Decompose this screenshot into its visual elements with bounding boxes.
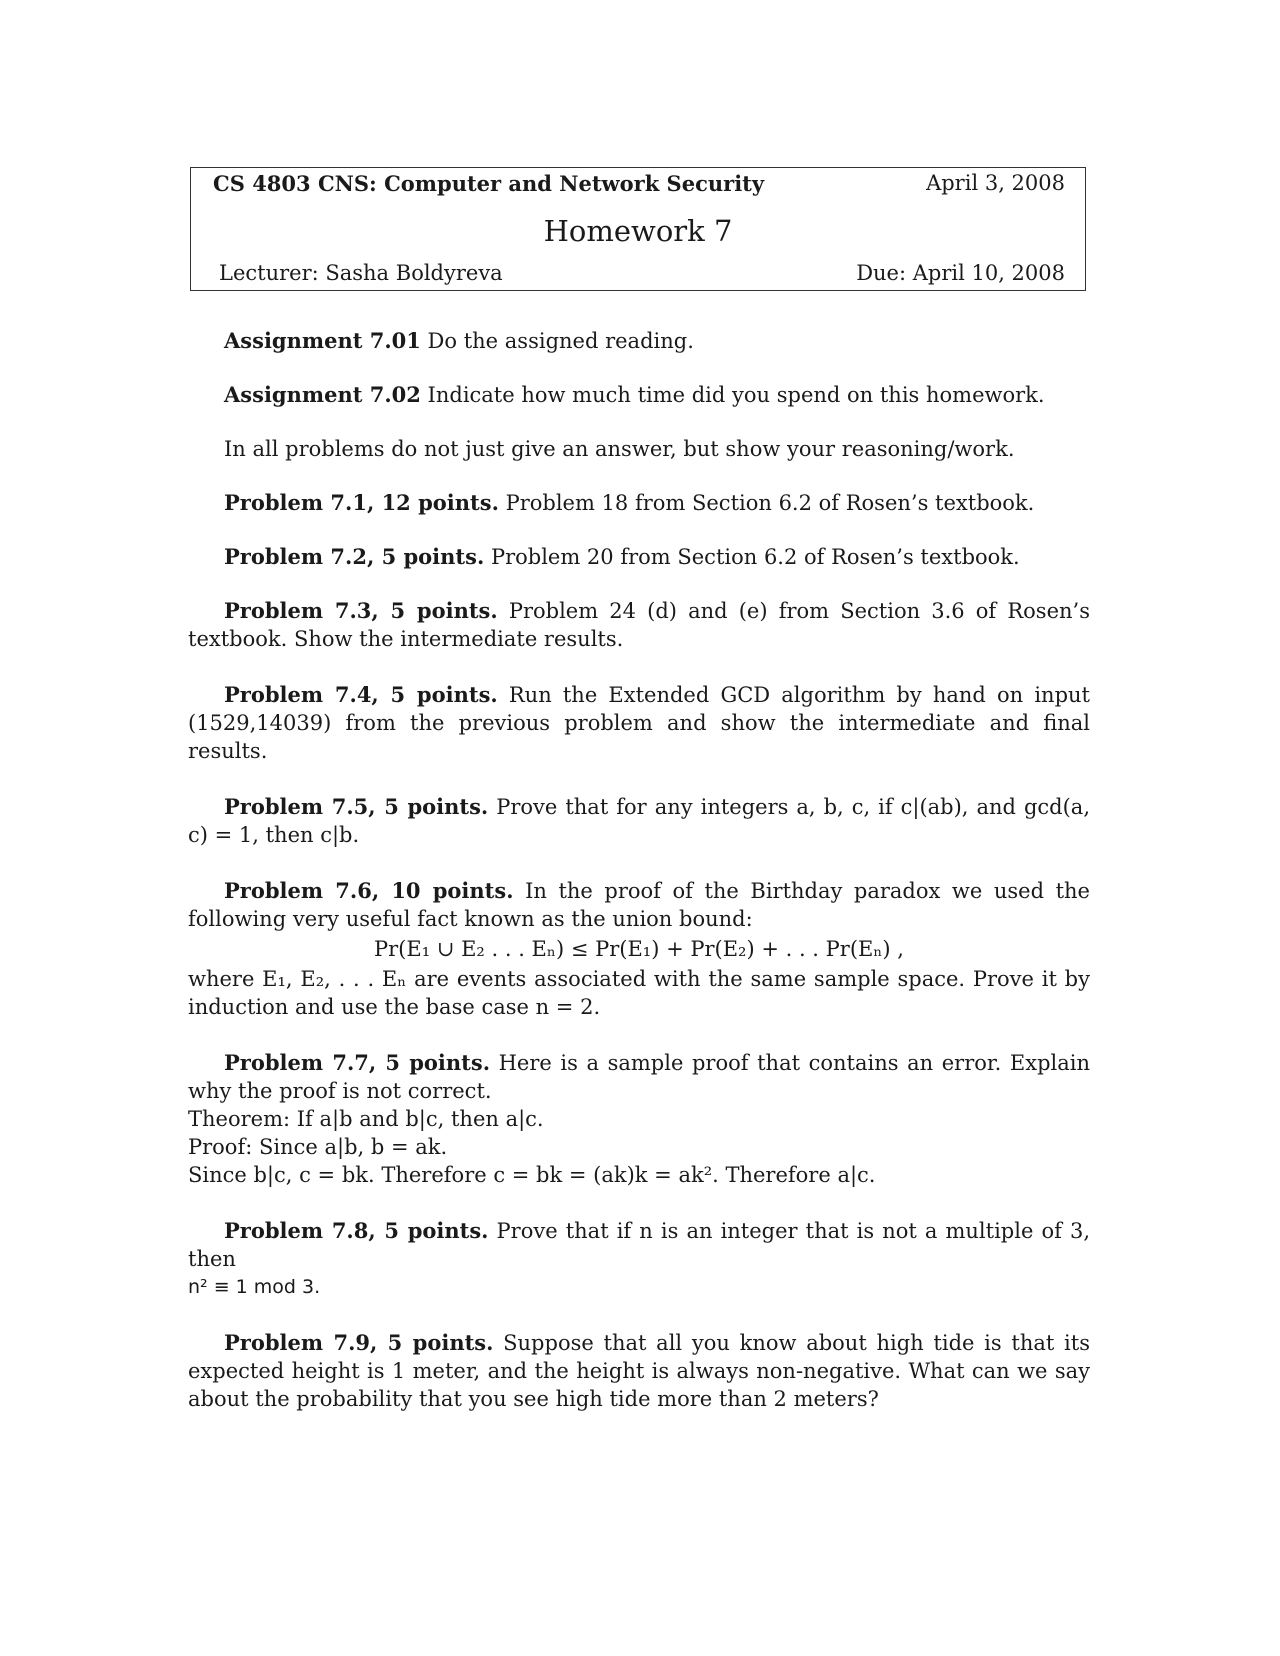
assignment-7-01 bbox=[188, 327, 1090, 355]
problem-7-7-intro bbox=[188, 1049, 1090, 1105]
problem-text: Problem 18 from Section 6.2 of Rosen’s textbook. bbox=[498, 491, 1035, 515]
assignment-label: Assignment 7.01 bbox=[224, 328, 421, 353]
problem-label: Problem 7.5, 5 points. bbox=[224, 794, 489, 819]
issue-date: April 3, 2008 bbox=[926, 171, 1065, 195]
problem-label: Problem 7.2, 5 points. bbox=[224, 544, 485, 569]
problem-7-2 bbox=[188, 543, 1090, 571]
union-bound-formula: Pr(E₁ ∪ E₂ . . . Eₙ) ≤ Pr(E₁) + Pr(E₂) + . . . Pr(Eₙ) , bbox=[374, 937, 904, 961]
problem-label: Problem 7.6, 10 points. bbox=[224, 878, 514, 903]
instruction: In all problems do not just give an answer, but show your reasoning/work. bbox=[224, 437, 1015, 461]
homework-title: Homework 7 bbox=[543, 214, 733, 248]
problem-7-5 bbox=[188, 793, 1090, 849]
assignment-text: Indicate how much time did you spend on this homework. bbox=[420, 383, 1045, 407]
problem-7-7 bbox=[188, 1049, 1090, 1189]
lecturer: Lecturer: Sasha Boldyreva bbox=[219, 261, 503, 285]
problem-text: Prove that if n is an integer that is not a multiple of 3, then bbox=[188, 1219, 1090, 1271]
problem-label: Problem 7.7, 5 points. bbox=[224, 1050, 491, 1075]
problem-text: Suppose that all you know about high tide is that its expected height is 1 meter, and the height is always non-negative. What can we say about the probability that you see high tide more than 2 meters? bbox=[188, 1331, 1090, 1411]
problem-7-6 bbox=[188, 877, 1090, 1021]
proof-line-2: Since b|c, c = bk. Therefore c = bk = (ak)k = ak². Therefore a|c. bbox=[188, 1163, 876, 1187]
problem-7-8-text bbox=[188, 1217, 1090, 1273]
problem-text: Problem 20 from Section 6.2 of Rosen’s textbook. bbox=[484, 545, 1020, 569]
header-box bbox=[190, 167, 1086, 291]
problem-text: Problem 24 (d) and (e) from Section 3.6 of Rosen’s textbook. Show the intermediate results. bbox=[188, 599, 1090, 651]
problem-7-1 bbox=[188, 489, 1090, 517]
problem-label: Problem 7.3, 5 points. bbox=[224, 598, 498, 623]
problem-label: Problem 7.4, 5 points. bbox=[224, 682, 498, 707]
problem-7-6-intro bbox=[188, 877, 1090, 933]
problem-7-8 bbox=[188, 1217, 1090, 1301]
course-title: CS 4803 CNS: Computer and Network Security bbox=[213, 171, 765, 196]
problem-label: Problem 7.8, 5 points. bbox=[224, 1218, 489, 1243]
problem-7-6-after: where E₁, E₂, . . . Eₙ are events associated with the same sample space. Prove it by induction and use the base case n = 2. bbox=[188, 967, 1090, 1019]
problem-label: Problem 7.9, 5 points. bbox=[224, 1330, 494, 1355]
problem-text: In the proof of the Birthday paradox we used the following very useful fact known as the union bound: bbox=[188, 879, 1090, 931]
problem-text: Run the Extended GCD algorithm by hand on input (1529,14039) from the previous problem and show the intermediate and final results. bbox=[188, 683, 1090, 763]
problem-7-4 bbox=[188, 681, 1090, 765]
problem-text: Here is a sample proof that contains an error. Explain why the proof is not correct. bbox=[188, 1051, 1090, 1103]
problem-text: Prove that for any integers a, b, c, if c|(ab), and gcd(a, c) = 1, then c|b. bbox=[188, 795, 1090, 847]
assignment-label: Assignment 7.02 bbox=[224, 382, 421, 407]
theorem-line: Theorem: If a|b and b|c, then a|c. bbox=[188, 1107, 544, 1131]
problem-7-3 bbox=[188, 597, 1090, 653]
assignment-7-02 bbox=[188, 381, 1090, 409]
proof-line-1: Proof: Since a|b, b = ak. bbox=[188, 1135, 448, 1159]
problem-7-9 bbox=[188, 1329, 1090, 1413]
homework-body bbox=[188, 327, 1090, 1413]
due-date: Due: April 10, 2008 bbox=[856, 261, 1065, 285]
problem-7-8-tail: n² ≡ 1 mod 3. bbox=[188, 1276, 321, 1298]
assignment-text: Do the assigned reading. bbox=[420, 329, 694, 353]
problem-label: Problem 7.1, 12 points. bbox=[224, 490, 499, 515]
